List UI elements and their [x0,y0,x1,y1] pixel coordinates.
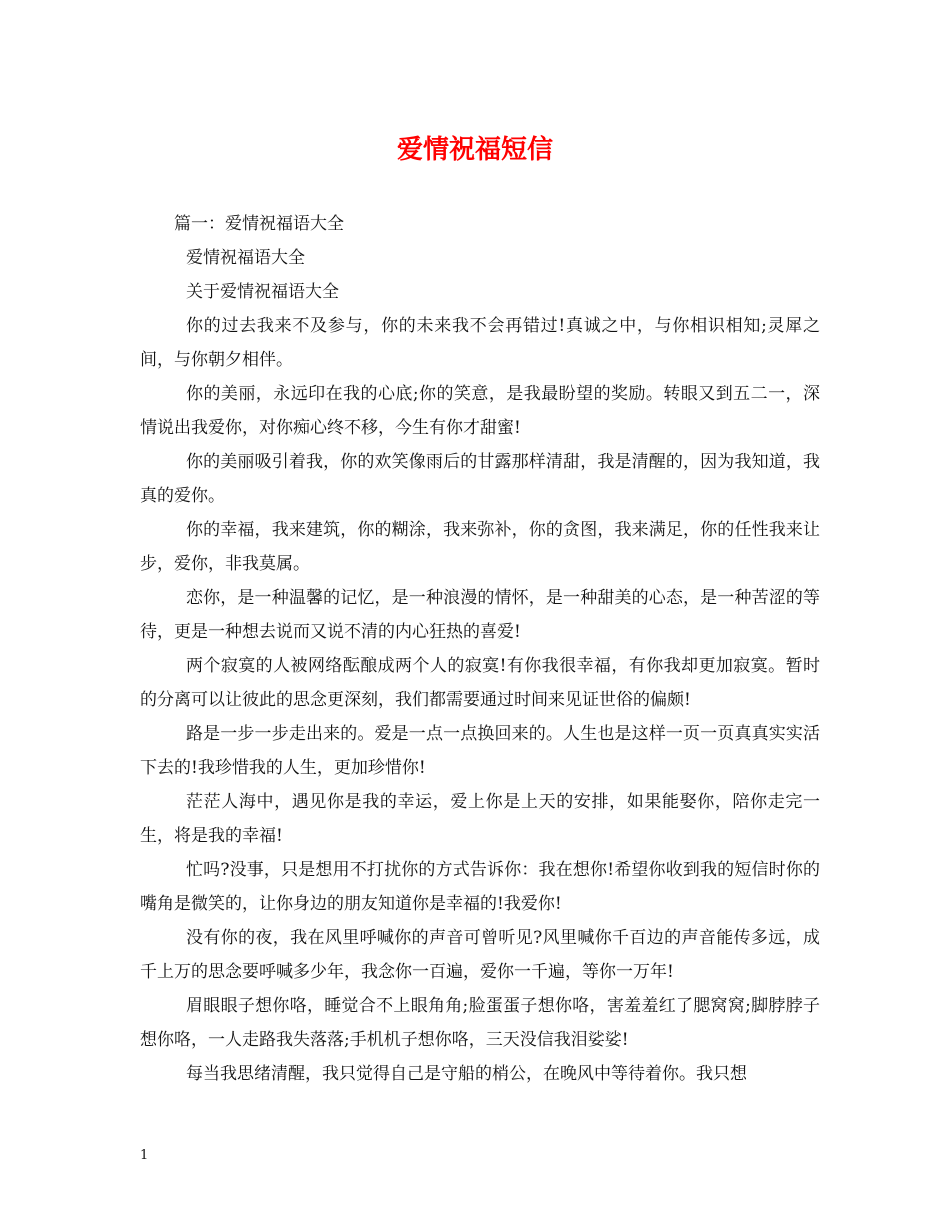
paragraph: 你的美丽，永远印在我的心底;你的笑意，是我最盼望的奖励。转眼又到五二一，深情说出我爱你，对你痴心终不移，今生有你才甜蜜! [140,384,820,438]
paragraph: 没有你的夜，我在风里呼喊你的声音可曾听见?风里喊你千百边的声音能传多远，成千上万的思念要呼喊多少年，我念你一百遍，爱你一千遍，等你一万年! [140,928,820,982]
subheading: 关于爱情祝福语大全 [186,282,339,302]
paragraph: 恋你，是一种温馨的记忆，是一种浪漫的情怀，是一种甜美的心态，是一种苦涩的等待，更是一种想去说而又说不清的内心狂热的喜爱! [140,588,820,642]
paragraph: 你的美丽吸引着我，你的欢笑像雨后的甘露那样清甜，我是清醒的，因为我知道，我真的爱你。 [140,452,820,506]
paragraph: 两个寂寞的人被网络酝酿成两个人的寂寞!有你我很幸福，有你我却更加寂寞。暂时的分离可以让彼此的思念更深刻，我们都需要通过时间来见证世俗的偏颇! [140,656,820,710]
document-title: 爱情祝福短信 [396,135,553,165]
page-number: 1 [140,1148,149,1163]
paragraph: 眉眼眼子想你咯，睡觉合不上眼角角;脸蛋蛋子想你咯，害羞羞红了腮窝窝;脚脖脖子想你咯，一人走路我失落落;手机机子想你咯，三天没信我泪娑娑! [140,996,820,1050]
paragraph: 你的幸福，我来建筑，你的糊涂，我来弥补，你的贪图，我来满足，你的任性我来让步，爱你，非我莫属。 [140,520,820,574]
paragraph: 路是一步一步走出来的。爱是一点一点换回来的。人生也是这样一页一页真真实实活下去的!我珍惜我的人生，更加珍惜你! [140,724,820,778]
paragraph: 你的过去我来不及参与，你的未来我不会再错过!真诚之中，与你相识相知;灵犀之间，与你朝夕相伴。 [140,316,820,370]
section-heading: 篇一：爱情祝福语大全 [174,214,344,234]
paragraph: 每当我思绪清醒，我只觉得自己是守船的梢公，在晚风中等待着你。我只想 [186,1064,747,1084]
paragraph: 茫茫人海中，遇见你是我的幸运，爱上你是上天的安排，如果能娶你，陪你走完一生，将是我的幸福! [140,792,820,846]
document-body [140,207,820,1091]
paragraph: 忙吗?没事，只是想用不打扰你的方式告诉你：我在想你!希望你收到我的短信时你的嘴角是微笑的，让你身边的朋友知道你是幸福的!我爱你! [140,860,820,914]
subheading: 爱情祝福语大全 [186,248,305,268]
